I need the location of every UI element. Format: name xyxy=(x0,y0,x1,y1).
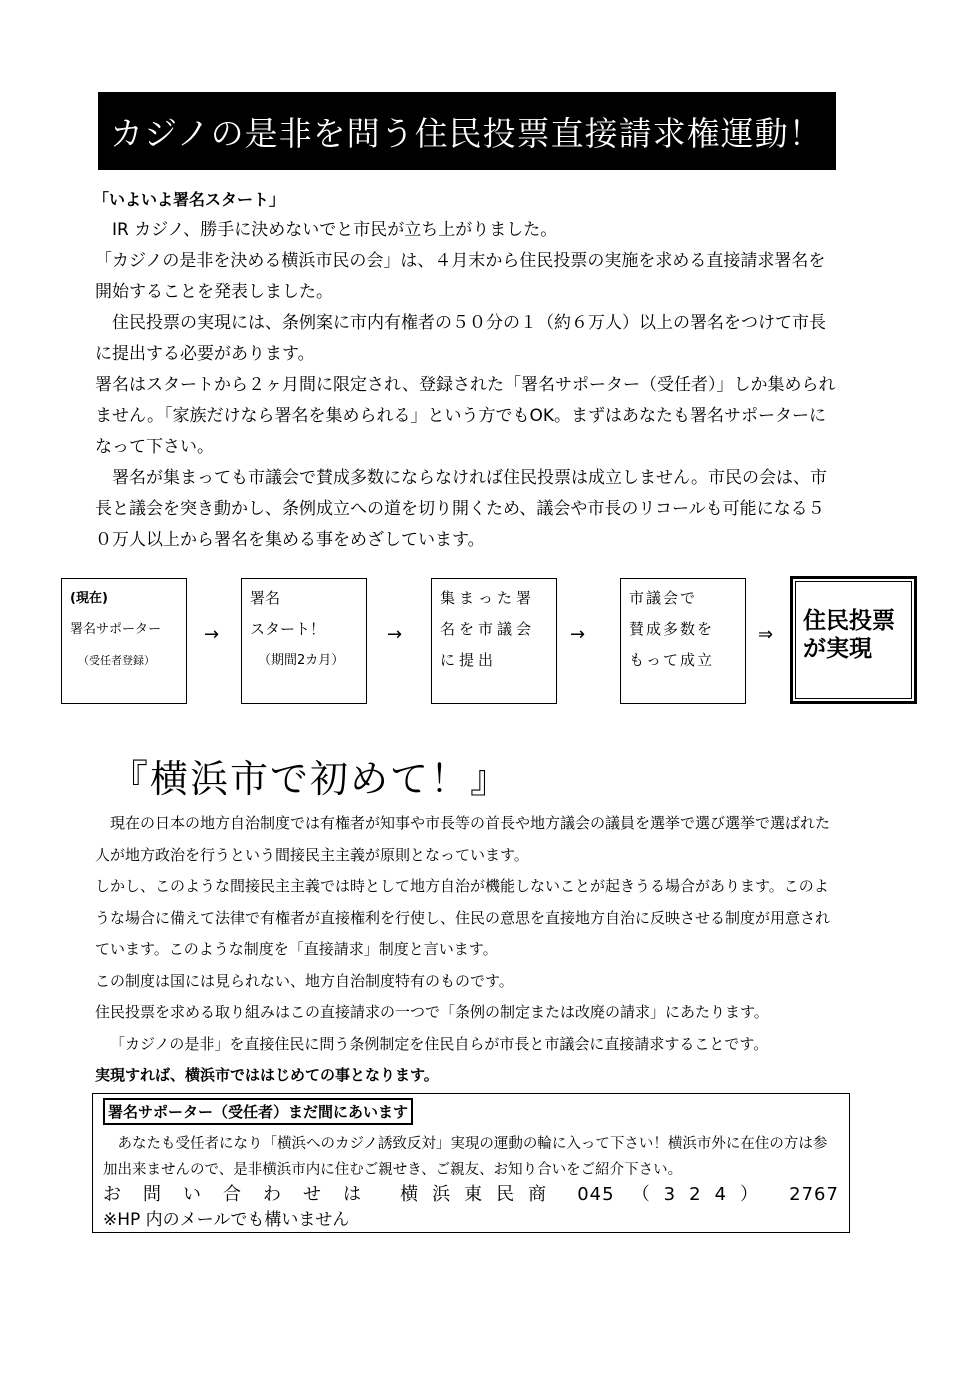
flow-arrow: → xyxy=(204,624,220,645)
flow-step-line: スタート！ xyxy=(250,620,326,638)
flow-step-start xyxy=(241,578,367,704)
support-title: 署名サポーター（受任者）まだ間にあいます xyxy=(103,1098,413,1125)
flow-final-arrow: ⇒ xyxy=(758,624,774,645)
section1-paragraph: 署名が集まっても市議会で賛成多数にならなければ住民投票は成立しません。市民の会は、市長と議会を突き動かし、条例成立への道を切り開くため、議会や市長のリコールも可能になる５０万人以上から署名を集める事をめざしています。 xyxy=(95,468,828,550)
phone-mid: （324） xyxy=(631,1184,773,1205)
flow-step-line: （受任者登録） xyxy=(78,654,155,667)
contact-line xyxy=(103,1183,839,1207)
section1-body xyxy=(95,215,840,556)
section1-paragraph: 「カジノの是非を決める横浜市民の会」は、４月末から住民投票の実施を求める直接請求署名を開始することを発表しました。 xyxy=(95,251,826,302)
flow-step-line: が実現 xyxy=(803,636,872,662)
section2-paragraph: しかし、このような間接民主主義では時として地方自治が機能しないことが起きうる場合があります。このような場合に備えて法律で有権者が直接権利を行使し、住民の意思を直接地方自治に反映させる制度が用意されています。このような制度を「直接請求」制度と言います。 xyxy=(95,877,831,958)
section1-paragraph: IR カジノ、勝手に決めないでと市民が立ち上がりました。 xyxy=(112,220,558,240)
flow-step-line: 市議会で xyxy=(629,589,698,607)
flow-arrow: → xyxy=(387,624,403,645)
page-title: カジノの是非を問う住民投票直接請求権運動！ xyxy=(98,92,836,170)
section2-heading: 『横浜市で初めて！』 xyxy=(110,757,511,801)
flow-step-line: 名を市議会 xyxy=(440,620,536,638)
flow-step-line: 集まった署 xyxy=(440,589,536,607)
section2-body xyxy=(95,808,840,1092)
contact-label: お問い合わせは xyxy=(103,1184,383,1205)
flow-step-line: (現在) xyxy=(70,591,108,606)
flow-step-line: 賛成多数を xyxy=(629,620,715,638)
support-text: あなたも受任者になり「横浜へのカジノ誘致反対」実現の運動の輪に入って下さい！横浜市外に在住の方は参加出来ませんので、是非横浜市内に住むご親せき、ご親友、お知り合いをご紹介下さい。 xyxy=(103,1136,828,1178)
flow-step-council xyxy=(620,578,746,704)
section1-paragraph: 署名はスタートから２ヶ月間に限定され、登録された「署名サポーター（受任者）」しか集められません。「家族だけなら署名を集められる」という方でもOK。まずはあなたも署名サポーターになって下さい。 xyxy=(95,375,836,457)
contact-name: 横浜東民商 xyxy=(400,1184,561,1205)
section2-paragraph: 現在の日本の地方自治制度では有権者が知事や市長等の首長や地方議会の議員を選挙で選び選挙で選ばれた人が地方政治を行うという間接民主主義が原則となっています。 xyxy=(95,814,831,864)
flow-step-line: （期間2カ月） xyxy=(258,653,345,668)
section1-paragraph: 住民投票の実現には、条例案に市内有権者の５０分の１（約６万人）以上の署名をつけて市長に提出する必要があります。 xyxy=(95,313,826,364)
flow-arrow: → xyxy=(570,624,586,645)
flow-step-submit xyxy=(431,578,557,704)
flow-step-referendum xyxy=(790,576,917,704)
flow-step-line: 住民投票 xyxy=(803,608,895,634)
section2-paragraph: この制度は国には見られない、地方自治制度特有のものです。 xyxy=(95,971,514,990)
flow-step-line: もって成立 xyxy=(629,651,715,669)
phone-area: 045 xyxy=(577,1184,615,1205)
flow-step-line: 署名 xyxy=(250,589,281,607)
contact-note: ※HP 内のメールでも構いません xyxy=(103,1210,350,1230)
flow-step-line: 署名サポーター xyxy=(70,622,162,637)
phone-last: 2767 xyxy=(789,1184,839,1205)
section2-paragraph: 「カジノの是非」を直接住民に問う条例制定を住民自らが市長と市議会に直接請求することです。 xyxy=(110,1034,769,1053)
section1-heading: 「いよいよ署名スタート」 xyxy=(93,190,286,209)
section2-bold-line: 実現すれば、横浜市でははじめての事となります。 xyxy=(95,1066,439,1084)
flow-step-supporter xyxy=(61,578,187,704)
flow-step-line: に提出 xyxy=(440,651,498,669)
section2-paragraph: 住民投票を求める取り組みはこの直接請求の一つで「条例の制定または改廃の請求」にあたります。 xyxy=(95,1003,769,1021)
support-box xyxy=(92,1093,850,1233)
